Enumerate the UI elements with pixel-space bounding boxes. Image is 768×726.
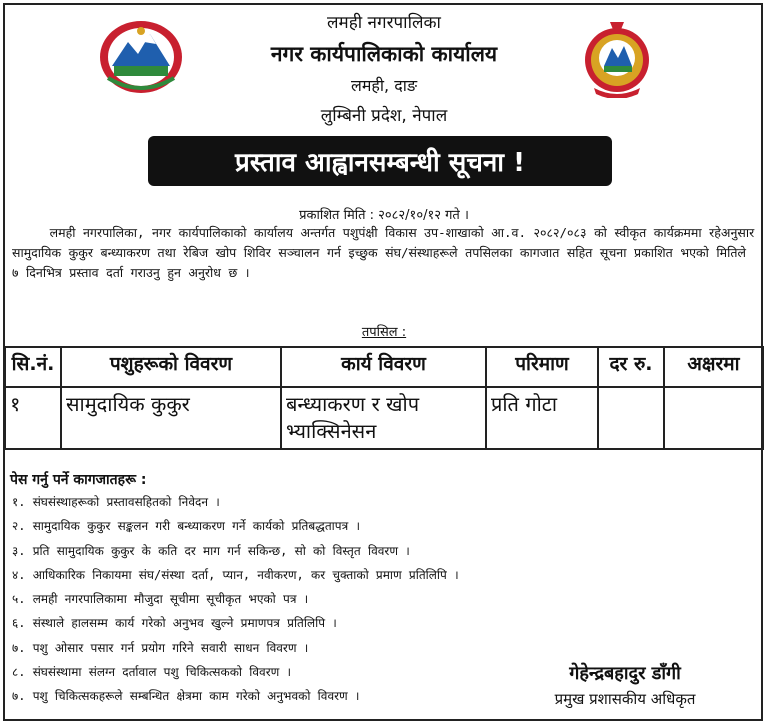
list-item: २. सामुदायिक कुकुर सङ्कलन गरी बन्ध्याकरण गर्ने कार्यको प्रतिबद्धतापत्र । [12,519,360,534]
notice-title-banner [148,136,612,186]
cell-work: बन्ध्याकरण र खोप भ्याक्सिनेसन [281,387,486,449]
cell-animal: सामुदायिक कुकुर [61,387,281,449]
province-name: लुम्बिनी प्रदेश, नेपाल [320,106,448,126]
table-header-row [5,347,763,387]
schedule-heading: तपसिल : [361,325,407,340]
signatory-title: प्रमुख प्रशासकीय अधिकृत [554,690,696,708]
municipality-name: लमही नगरपालिका [327,13,441,33]
documents-heading: पेस गर्नु पर्ने कागजातहरू : [10,472,147,488]
col-header-in-words: अक्षरमा [664,347,763,387]
published-date: प्रकाशित मिति : २०८२/१०/१२ गते । [299,208,469,223]
list-item: ७. पशु ओसार पसार गर्न प्रयोग गरिने सवारी साधन विवरण । [12,640,309,655]
col-header-quantity: परिमाण [486,347,598,387]
items-table [4,346,764,450]
list-item: ६. संस्थाले हालसम्म कार्य गरेको अनुभव खुल्ने प्रमाणपत्र प्रतिलिपि । [12,616,337,631]
signatory-name: गेहेन्द्रबहादुर डाँगी [569,663,681,684]
cell-quantity: प्रति गोटा [486,387,598,449]
office-name: नगर कार्यपालिकाको कार्यालय [270,42,498,66]
cell-in-words [664,387,763,449]
col-header-work: कार्य विवरण [281,347,486,387]
cell-serial: १ [5,387,61,449]
table-row [5,387,763,449]
list-item: ५. लमही नगरपालिकामा मौजुदा सूचीमा सूचीकृत भएको पत्र । [12,592,309,607]
col-header-animal: पशुहरूको विवरण [61,347,281,387]
list-item: ८. संघसंस्थामा संलग्न दर्तावाल पशु चिकित्सकको विवरण । [12,665,292,680]
list-item: ७. पशु चिकित्सकहरूले सम्बन्धित क्षेत्रमा काम गरेको अनुभवको विवरण । [12,689,360,704]
notice-title: प्रस्ताव आह्वानसम्बन्धी सूचना ! [235,148,525,178]
notice-body: लमही नगरपालिका, नगर कार्यपालिकाको कार्यालय अन्तर्गत पशुपंक्षी विकास उप-शाखाको आ.व. २०८२/०८३ को स्वीकृत कार्यक्रममा रहेअनुसार सामुदायिक कुकुर बन्ध्याकरण तथा रेबिज खोप शिविर सञ्चालन गर्न इच्छुक संघ/संस्थाहरूले तपसिलका कागजात सहित सूचना प्रकाशित भएको मितिले ७ दिनभित्र प्रस्ताव दर्ता गराउनु हुन अनुरोध छ । [12,225,762,280]
list-item: १. संघसंस्थाहरूको प्रस्तावसहितको निवेदन । [12,495,220,509]
cell-rate [598,387,664,449]
office-address: लमही, दाङ [350,76,418,95]
col-header-serial: सि.नं. [5,347,61,387]
col-header-rate: दर रु. [598,347,664,387]
list-item: ३. प्रति सामुदायिक कुकुर के कति दर माग गर्न सकिन्छ, सो को विस्तृत विवरण । [12,543,410,558]
list-item: ४. आधिकारिक निकायमा संघ/संस्था दर्ता, प्यान, नवीकरण, कर चुक्ताको प्रमाण प्रतिलिपि । [12,567,459,582]
